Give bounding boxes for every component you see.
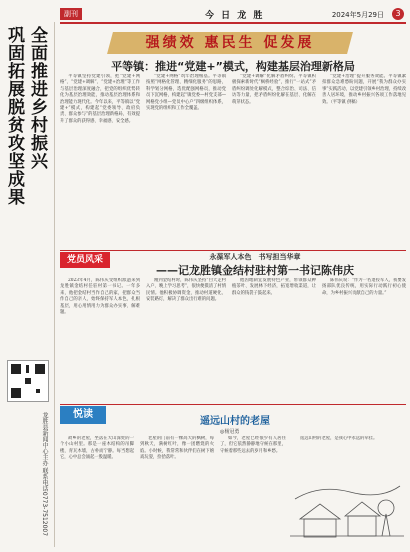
article-3-column-1: 故乡的老屋，坐落在大山深处的一个小山村里。那是一座木结构的吊脚楼，青瓦木墙，古朴而宁静。每当想起它，心中总会涌起一股温暖。: [60, 436, 134, 461]
article-3-column-2: 老屋的门前有一棵高大的枫树，每到秋天，满树红叶，像一团燃烧的火焰。小时候，我常常和伙伴们在树下嬉戏玩耍，捡拾落叶。: [140, 436, 214, 461]
hotline-text: 龙胜县新闻中心主办 联系电话0773-7512007: [41, 412, 48, 537]
banner-title: 强绩效 惠民生 促发展: [145, 35, 315, 51]
article-2-column-2: 刚到金结村时，陈伟庆坚持“白天走村入户、晚上学习思考”，很快便摸清了村情民情。他积极协调资金，推动村道硬化、安装路灯，解决了群众出行难的问题。: [146, 278, 226, 303]
article-1-column-3: “党建+调解”化解矛盾纠纷。平等镇积极探索新时代“枫桥经验”，推行“一站式”矛盾纠纷调处化解模式，整合综治、司法、信访等力量，把矛盾纠纷化解在基层、化解在萌芽状态。: [232, 74, 316, 105]
column-divider: [54, 22, 55, 547]
article-1-column-1: 平等镇坚持党建引领，把“党建+网格”、“党建+调解”、“党建+治理”等工作与基层治理深度融合，把党的组织优势转化为基层治理效能，推动基层治理体系和治理能力现代化。今年以来，平等镇以“党建+”模式，构建起“党委领导、政府负责、群众参与”的基层治理新格局，有效提升了群众的获得感、幸福感、安全感。: [60, 74, 140, 124]
slogan-1: 巩固拓展脱贫攻坚成果: [4, 26, 24, 206]
section-divider-2: [60, 404, 406, 405]
article-3-column-3: 如今，老屋已经很少有人居住了，但它依然静静地守候在那里，守候着那些远去的岁月和乡愁。: [220, 436, 286, 454]
article-3-column-4: 遥远山村的老屋，是我心中永远的牵挂。: [300, 436, 378, 441]
article-1-headline: 平等镇：推进“党建+”模式，构建基层治理新格局: [111, 60, 355, 73]
section-tag: 副刊: [60, 8, 82, 20]
village-sketch-illustration: [290, 474, 404, 546]
article-1-column-4: “党建+治理”提升服务效能。平等镇紧扣群众急难愁盼问题，开展“我为群众办实事”实践活动，以党建引领乡村治理，持续改善人居环境，推动乡村振兴各项工作落地见效。（平等镇 供稿）: [322, 74, 406, 105]
section-divider: [60, 250, 406, 251]
article-2-headline: ——记龙胜镇金结村驻村第一书记陈伟庆: [156, 264, 354, 277]
article-2-column-3: 他因地制宜发展特色产业，带领群众种植茶叶、发展林下经济，拓宽增收渠道，让群众的钱袋子鼓起来。: [232, 278, 316, 296]
page-number: 3: [392, 8, 404, 20]
masthead: 今 日 龙 胜: [205, 11, 265, 21]
slogan-2: 全面推进乡村振兴: [27, 26, 47, 170]
section-tag-party: 党员风采: [60, 252, 110, 268]
issue-date: 2024年5月29日: [331, 11, 384, 19]
page-header: [60, 8, 406, 24]
article-1-column-2: “党建+网格”筑牢治理根基。平等镇按照“网格化管理、精细化服务”的思路，科学划分网格，选优配强网格员，推动党员下沉网格，构建起“镇党委—村党支部—网格党小组—党员中心户”四级组织体系，实现党的组织和工作全覆盖。: [146, 74, 226, 112]
article-2-column-1: 2023年4月，陈伟庆受组织派遣来到龙胜镇金结村任驻村第一书记。一年多来，他把金结村当作自己的家，把群众当作自己的亲人，始终保持军人本色，扎根基层，用心用情用力为群众办实事、解难题。: [60, 278, 140, 316]
article-3-byline: ◎杨冠勇: [220, 429, 240, 435]
article-2-kicker: 永葆军人本色 书写担当华章: [209, 252, 301, 261]
qr-code-icon: [7, 360, 49, 402]
section-tag-reading: 悦读: [60, 406, 106, 424]
article-3-title: 遥远山村的老屋: [200, 416, 270, 427]
article-2-column-4: 陈伟庆说：“作为一名退役军人，我要发扬部队优良传统，用实际行动践行初心使命，为乡村振兴贡献自己的力量。”: [322, 278, 406, 296]
